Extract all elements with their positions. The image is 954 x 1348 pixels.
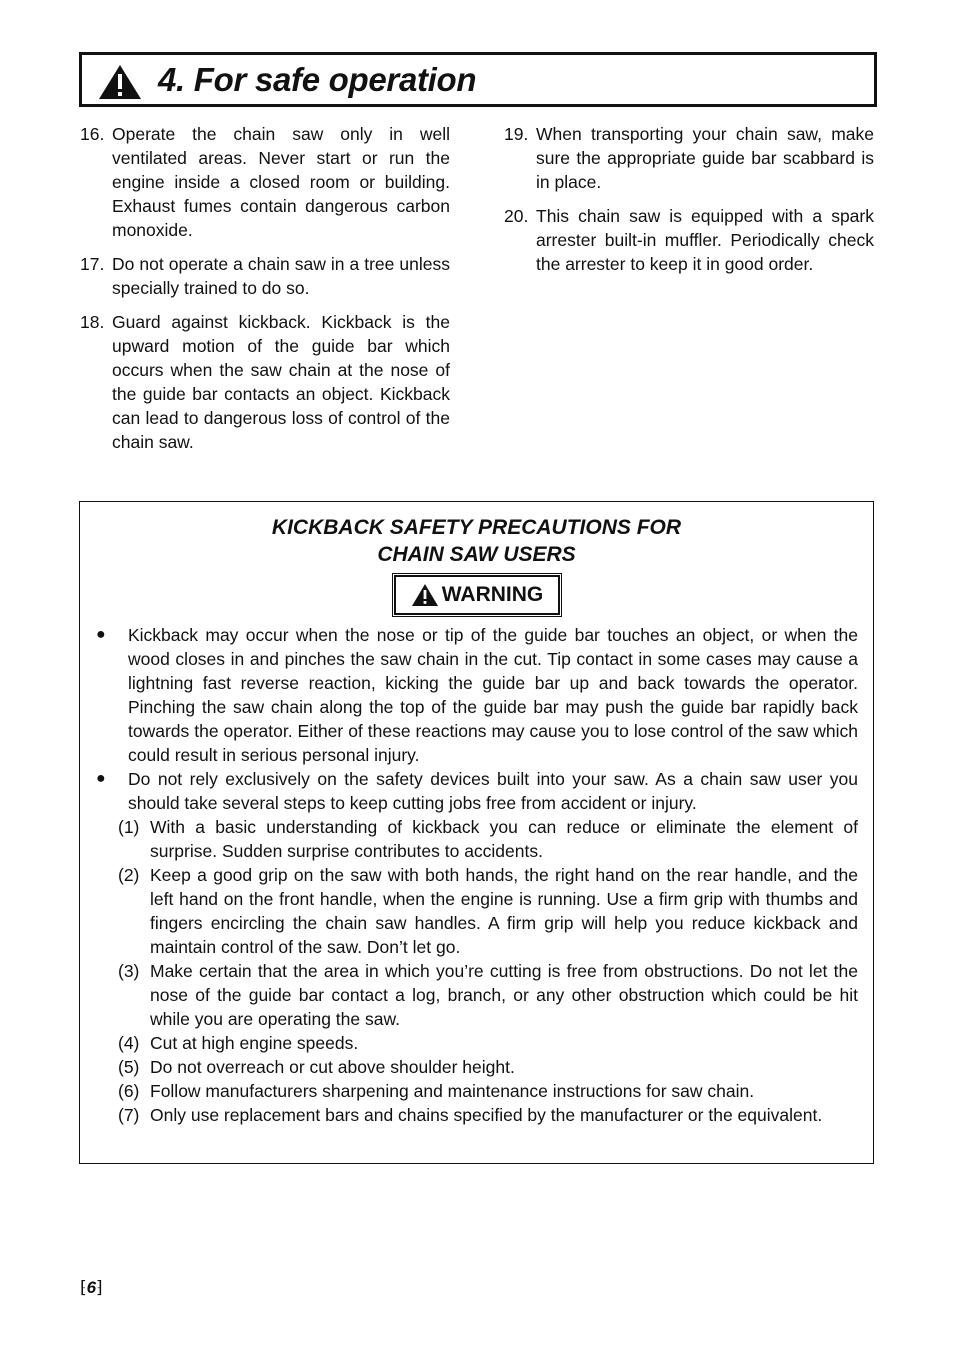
box-title: [80, 514, 873, 568]
list-item: [504, 204, 874, 276]
step-item: [96, 863, 858, 959]
step-item: [96, 1103, 858, 1127]
step-label: (6): [118, 1081, 140, 1101]
step-text: Make certain that the area in which you’re cutting is free from obstructions. Do not let the nose of the guide bar contact a log, branch, or any other obstruction which could be hit while you are operating the saw.: [150, 961, 858, 1029]
list-item: [80, 252, 450, 300]
item-text: Do not operate a chain saw in a tree unless specially trained to do so.: [112, 254, 450, 298]
list-item: [504, 122, 874, 194]
step-label: (2): [118, 865, 140, 885]
bullet-dot-icon: ●: [96, 626, 106, 643]
box-title-line2: CHAIN SAW USERS: [377, 543, 576, 566]
step-text: Do not overreach or cut above shoulder height.: [150, 1057, 515, 1077]
item-number: 20.: [504, 206, 529, 226]
bullet-item: [96, 767, 858, 815]
page-title: 4. For safe operation: [158, 61, 477, 98]
step-item: [96, 1031, 858, 1055]
step-item: [96, 1055, 858, 1079]
page-number-value: 6: [86, 1278, 97, 1297]
item-number: 17.: [80, 254, 105, 274]
item-text: Guard against kickback. Kickback is the upward motion of the guide bar which occurs when the saw chain at the nose of the guide bar contacts an object. Kickback can lead to dangerous loss of control of the chain saw.: [112, 312, 450, 452]
list-item: [80, 310, 450, 454]
step-label: (4): [118, 1033, 140, 1053]
item-text: When transporting your chain saw, make sure the appropriate guide bar scabbard is in place.: [536, 124, 874, 192]
item-text: This chain saw is equipped with a spark arrester built-in muffler. Periodically check the arrester to keep it in good order.: [536, 206, 874, 274]
step-item: [96, 959, 858, 1031]
step-item: [96, 1079, 858, 1103]
step-label: (5): [118, 1057, 140, 1077]
warning-triangle-icon: [411, 583, 439, 607]
item-text: Operate the chain saw only in well ventilated areas. Never start or run the engine inside a closed room or building. Exhaust fumes contain dangerous carbon monoxide.: [112, 124, 450, 240]
step-label: (3): [118, 961, 140, 981]
bullet-item: [96, 623, 858, 767]
box-title-line1: KICKBACK SAFETY PRECAUTIONS FOR: [271, 516, 682, 539]
warning-badge: [394, 575, 560, 615]
bullet-text: Do not rely exclusively on the safety devices built into your saw. As a chain saw user you should take several steps to keep cutting jobs free from accident or injury.: [128, 769, 858, 813]
step-text: Only use replacement bars and chains specified by the manufacturer or the equivalent.: [150, 1105, 823, 1125]
step-text: Cut at high engine speeds.: [150, 1033, 359, 1053]
box-content: [96, 623, 858, 1127]
warning-label: WARNING: [441, 583, 544, 606]
section-header: [79, 52, 877, 107]
item-number: 19.: [504, 124, 529, 144]
step-item: [96, 815, 858, 863]
right-column: [504, 122, 874, 286]
warning-triangle-icon: [98, 64, 142, 100]
item-number: 16.: [80, 124, 105, 144]
bullet-dot-icon: ●: [96, 770, 106, 787]
left-column: [80, 122, 450, 464]
bullet-text: Kickback may occur when the nose or tip of the guide bar touches an object, or when the wood closes in and pinches the saw chain in the cut. Tip contact in some cases may cause a lightning fast reverse reaction, kicking the guide bar up and back towards the operator. Pinching the saw chain along the top of the guide bar may push the guide bar rapidly back towards the operator. Either of these reactions may cause you to lose control of the saw which could result in serious personal injury.: [128, 625, 858, 765]
step-label: (7): [118, 1105, 140, 1125]
step-text: Keep a good grip on the saw with both hands, the right hand on the rear handle, and the left hand on the front handle, when the engine is running. Use a firm grip with thumbs and fingers encircling the chain saw handles. A firm grip will help you reduce kickback and maintain control of the saw. Don’t let go.: [150, 865, 858, 957]
step-text: With a basic understanding of kickback you can reduce or eliminate the element of surprise. Sudden surprise contributes to accidents.: [150, 817, 858, 861]
kickback-precautions-box: [79, 501, 874, 1164]
item-number: 18.: [80, 312, 105, 332]
step-text: Follow manufacturers sharpening and maintenance instructions for saw chain.: [150, 1081, 755, 1101]
page-number: ⁅6⁆: [80, 1278, 103, 1297]
list-item: [80, 122, 450, 242]
step-label: (1): [118, 817, 140, 837]
